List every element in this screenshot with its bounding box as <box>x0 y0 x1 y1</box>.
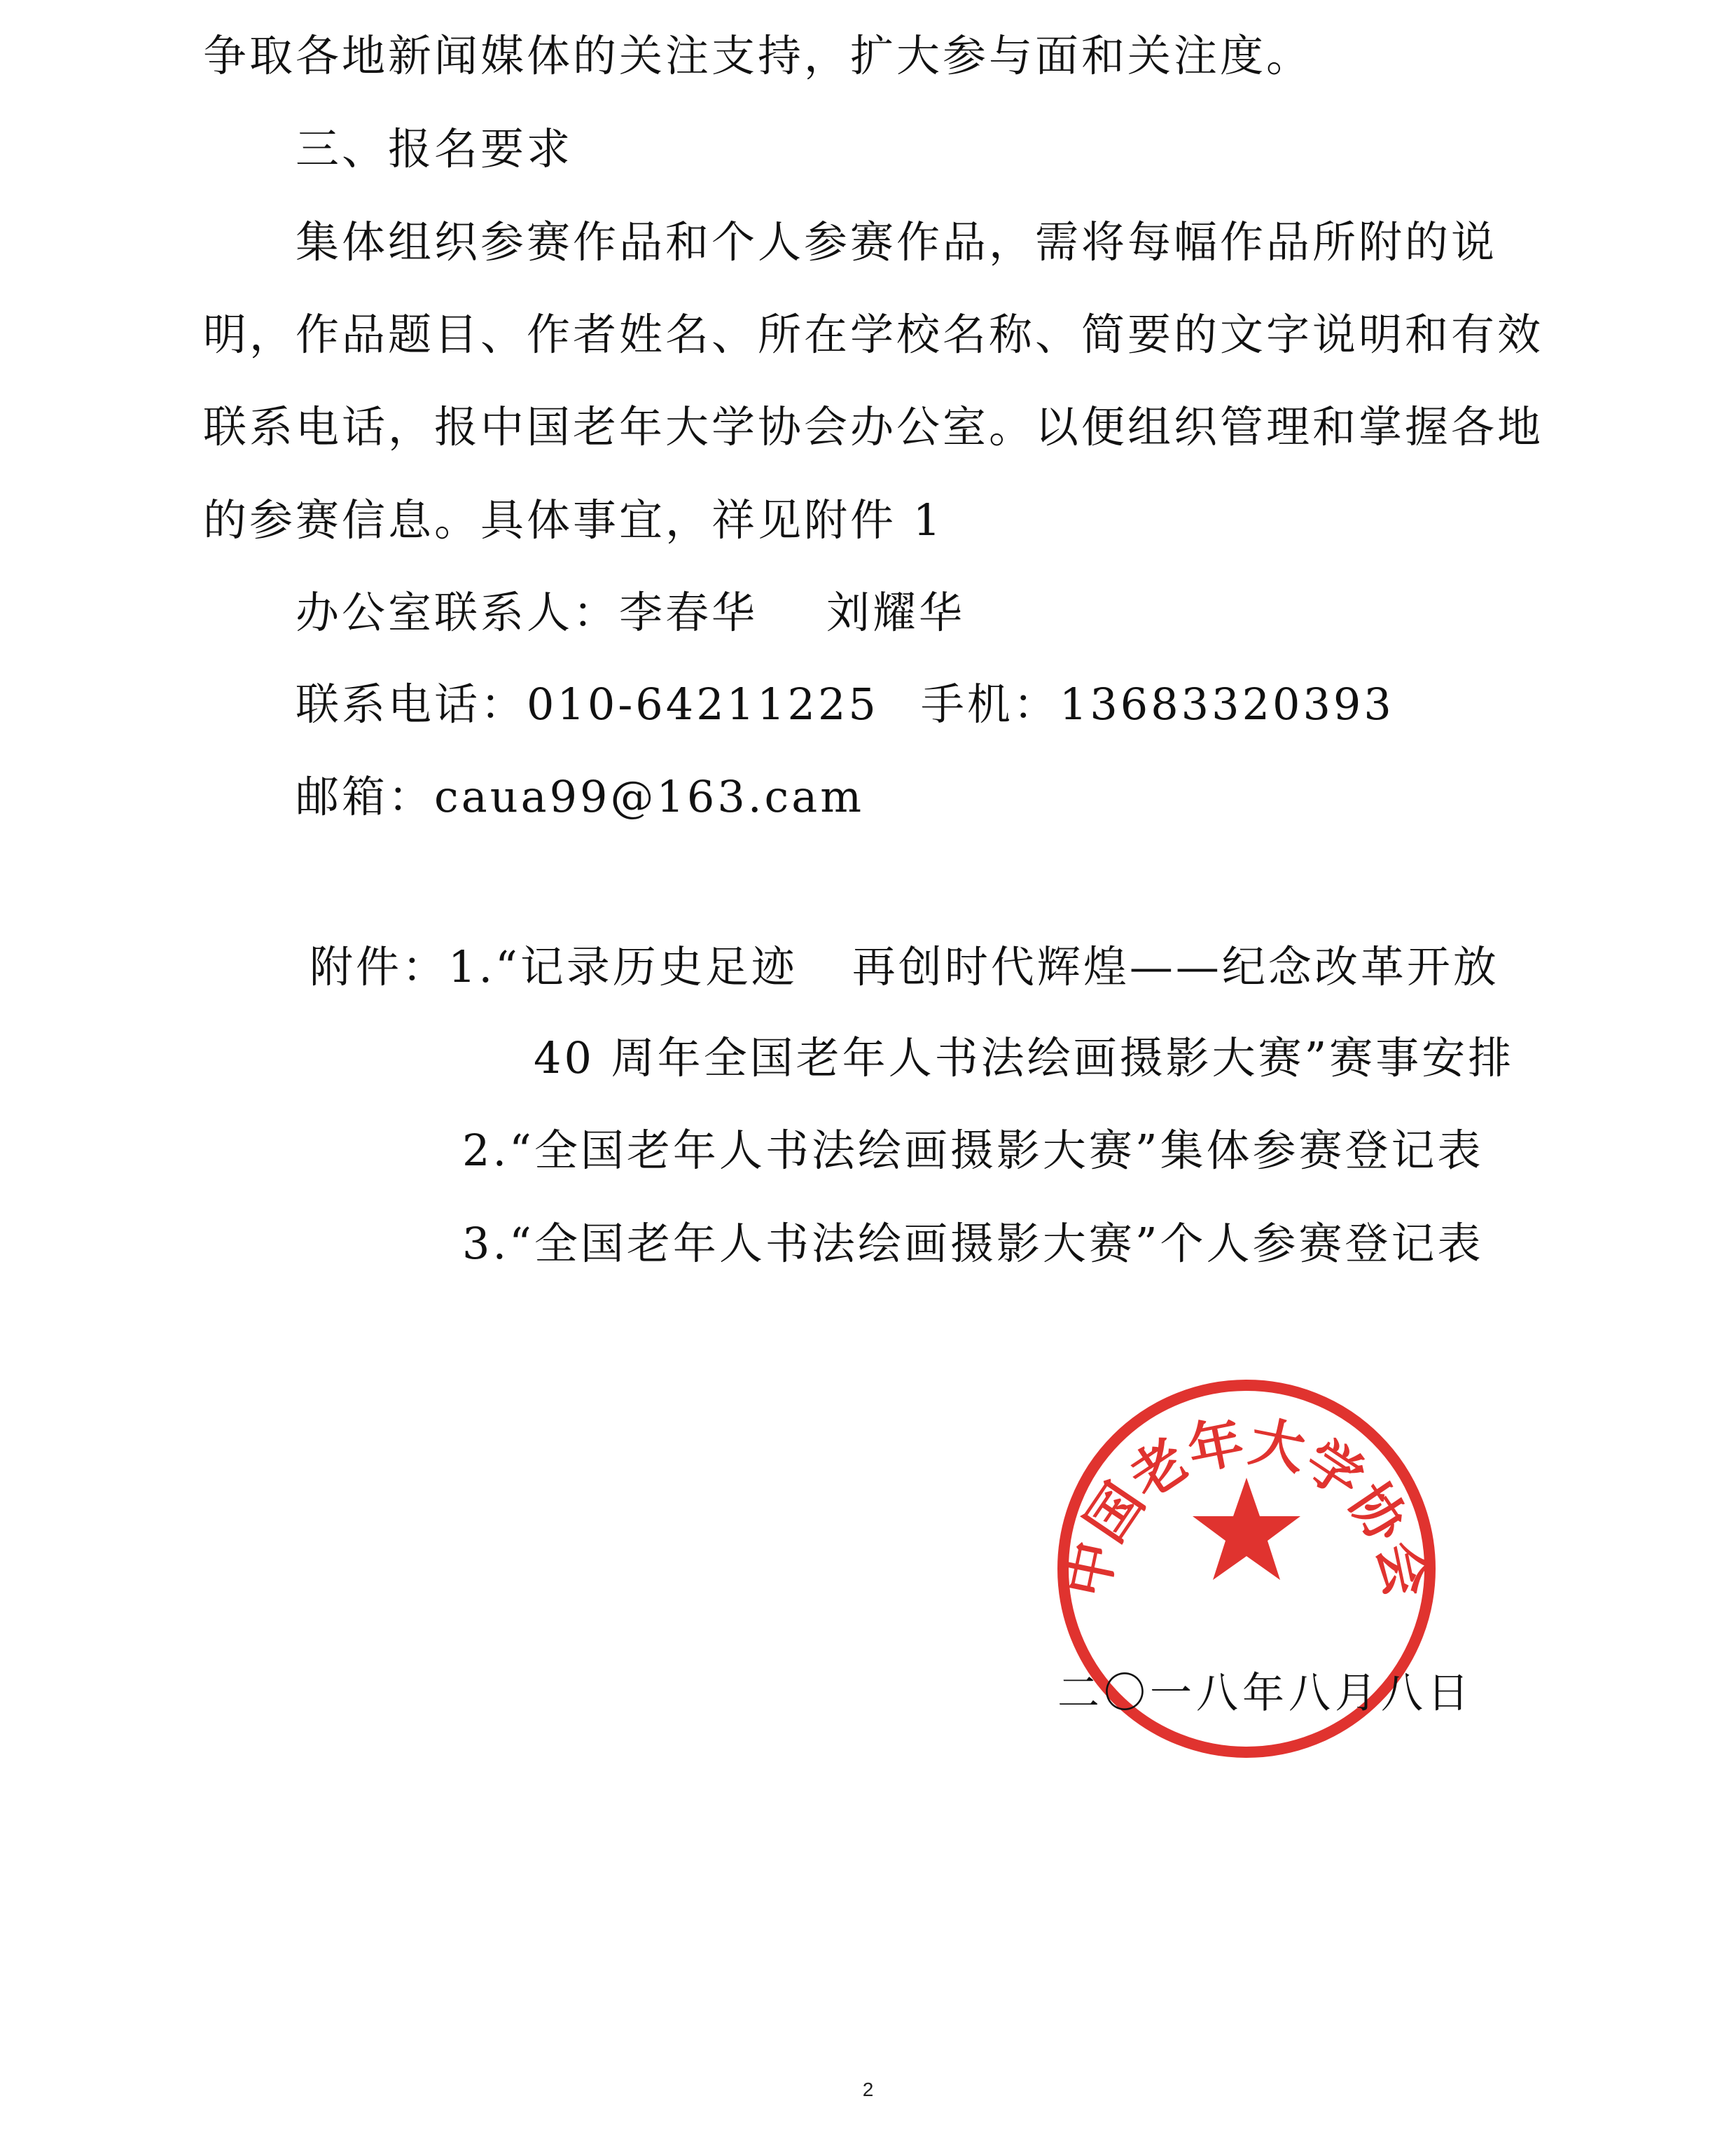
seal-star-icon <box>1193 1478 1300 1580</box>
body-line-1: 争取各地新闻媒体的关注支持，扩大参与面和关注度。 <box>203 30 1313 81</box>
attachment-item-1 <box>310 939 1499 995</box>
phone-label: 联系电话： <box>296 679 527 730</box>
mobile-number: 13683320393 <box>1059 679 1394 730</box>
seal-text: 中国老年大学协会 <box>1055 1410 1438 1603</box>
paragraph-line-3: 联系电话，报中国老年大学协会办公室。以便组织管理和掌握各地 <box>203 401 1544 452</box>
issue-date: 二〇一八年八月八日 <box>1057 1669 1473 1718</box>
attachment-item-1-continued: 40 周年全国老年人书法绘画摄影大赛”赛事安排 <box>534 1032 1515 1083</box>
attachment-prefix: 附件： <box>310 941 449 992</box>
mobile-label: 手机： <box>920 679 1060 730</box>
contact-person-2: 刘耀华 <box>826 587 966 638</box>
paragraph-line-1: 集体组织参赛作品和个人参赛作品，需将每幅作品所附的说 <box>296 216 1498 268</box>
section-heading: 三、报名要求 <box>296 123 574 174</box>
attachment-1-part-a: 1.“记录历史足迹 <box>448 941 798 992</box>
paragraph-line-4: 的参赛信息。具体事宜，祥见附件 1 <box>203 494 944 546</box>
contact-label: 办公室联系人： <box>296 587 620 638</box>
contact-phones <box>296 677 1394 733</box>
contact-email <box>296 769 864 825</box>
email-address: caua99@163.cam <box>434 771 865 822</box>
contact-person-1: 李春华 <box>619 587 758 638</box>
phone-number: 010-64211225 <box>527 679 879 730</box>
paragraph-line-2: 明，作品题目、作者姓名、所在学校名称、简要的文字说明和有效 <box>203 309 1544 360</box>
attachment-item-2: 2.“全国老年人书法绘画摄影大赛”集体参赛登记表 <box>462 1125 1484 1176</box>
attachment-1-part-b: 再创时代辉煌——纪念改革开放 <box>852 941 1499 992</box>
contact-persons <box>296 585 965 641</box>
attachment-item-3: 3.“全国老年人书法绘画摄影大赛”个人参赛登记表 <box>462 1218 1484 1269</box>
email-label: 邮箱： <box>296 771 435 822</box>
page-number: 2 <box>862 2079 874 2100</box>
